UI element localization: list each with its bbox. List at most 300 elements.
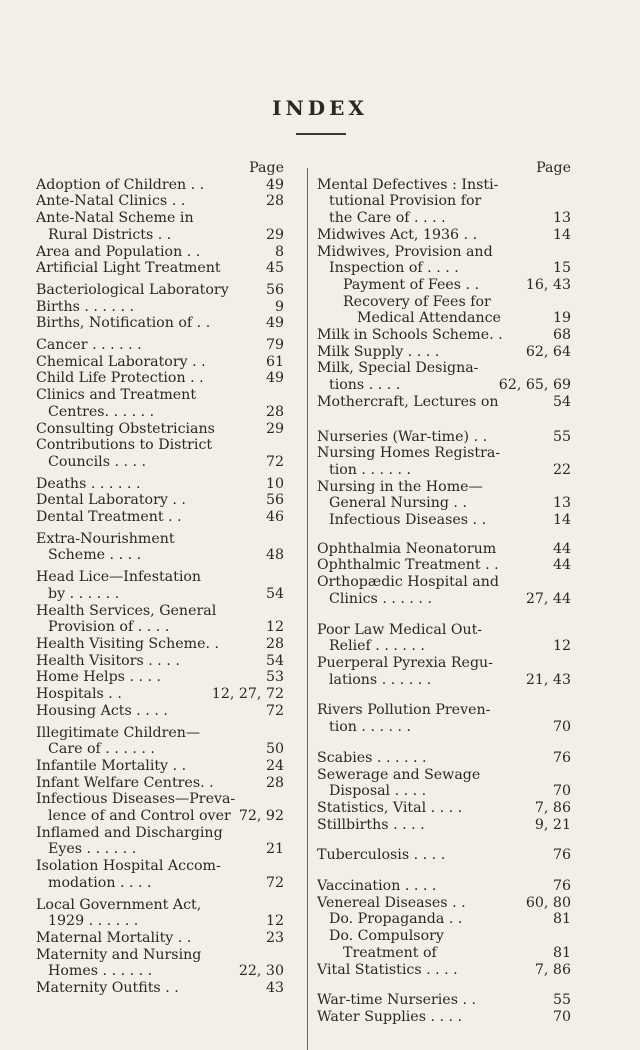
index-entry-line xyxy=(36,227,284,244)
index-entry xyxy=(36,421,284,438)
index-entry-line xyxy=(317,847,571,864)
index-entry xyxy=(36,260,284,277)
entry-text: Housing Acts . . . . xyxy=(36,702,168,719)
index-entry xyxy=(36,858,284,891)
entry-text: Vital Statistics . . . . xyxy=(317,961,458,978)
index-entry-line xyxy=(36,476,284,493)
index-entry xyxy=(36,947,284,980)
page-column-header-left: Page xyxy=(249,160,284,176)
index-entry xyxy=(36,354,284,371)
index-entry-line xyxy=(36,282,284,299)
index-entry-line xyxy=(317,244,571,261)
entry-text: Eyes . . . . . . xyxy=(48,841,137,858)
index-entry xyxy=(317,479,571,529)
index-entry-line xyxy=(317,177,571,194)
entry-text: Dental Laboratory . . xyxy=(36,492,186,509)
entry-text: Provision of . . . . xyxy=(48,619,170,636)
index-entry-line xyxy=(317,327,571,344)
entry-text: Infectious Diseases—Preva- xyxy=(36,791,236,808)
entry-text: Mental Defectives : Insti- xyxy=(317,176,499,193)
index-entry-line xyxy=(317,622,571,639)
entry-text: Milk, Special Designa- xyxy=(317,360,479,377)
entry-page-number: 7, 86 xyxy=(534,799,571,816)
index-entry-line xyxy=(317,310,571,327)
index-entry xyxy=(36,775,284,792)
index-entry-line xyxy=(317,945,571,962)
index-entry-line xyxy=(36,653,284,670)
index-entry-line xyxy=(317,719,571,736)
index-entry xyxy=(317,767,571,800)
entry-text: Centres. . . . . . xyxy=(48,403,155,420)
index-entry-line xyxy=(317,800,571,817)
entry-page-number: 76 xyxy=(552,878,571,895)
index-entry xyxy=(36,603,284,636)
index-entry-line xyxy=(36,193,284,210)
index-entry-line xyxy=(36,531,284,548)
index-entry-line xyxy=(317,344,571,361)
entry-page-number: 76 xyxy=(552,847,571,864)
index-entry-line xyxy=(317,638,571,655)
entry-page-number: 28 xyxy=(265,403,284,420)
index-entry-line xyxy=(317,541,571,558)
entry-page-number: 70 xyxy=(552,783,571,800)
index-entry-line xyxy=(317,878,571,895)
entry-page-number: 27, 44 xyxy=(525,590,571,607)
entry-page-number: 62, 64 xyxy=(525,343,571,360)
page-title: INDEX xyxy=(272,96,368,120)
entry-page-number: 49 xyxy=(265,315,284,332)
entry-text: Isolation Hospital Accom- xyxy=(36,858,221,875)
index-entry-line xyxy=(317,911,571,928)
entry-page-number: 12 xyxy=(265,619,284,636)
index-entry xyxy=(317,177,571,227)
index-entry xyxy=(36,531,284,564)
index-entry-line xyxy=(36,619,284,636)
entry-text: Nurseries (War-time) . . xyxy=(317,428,488,445)
index-entry-line xyxy=(36,636,284,653)
entry-page-number: 81 xyxy=(552,911,571,928)
index-entry-line xyxy=(317,277,571,294)
index-entry-line xyxy=(36,775,284,792)
index-entry-line xyxy=(36,980,284,997)
entry-page-number: 60, 80 xyxy=(525,894,571,911)
index-entry-line xyxy=(36,841,284,858)
index-entry-line xyxy=(36,725,284,742)
entry-text: Consulting Obstetricians xyxy=(36,420,215,437)
entry-text: Payment of Fees . . xyxy=(343,276,480,293)
entry-page-number: 53 xyxy=(265,669,284,686)
index-entry-line xyxy=(317,210,571,227)
entry-text: lations . . . . . . xyxy=(329,671,432,688)
entry-text: the Care of . . . . xyxy=(329,210,446,227)
index-entry xyxy=(317,750,571,767)
entry-text: Maternity Outfits . . xyxy=(36,980,179,997)
entry-text: Artificial Light Treatment xyxy=(36,260,221,277)
entry-text: tion . . . . . . xyxy=(329,461,412,478)
entry-page-number: 56 xyxy=(265,281,284,298)
entry-page-number: 22, 30 xyxy=(238,963,284,980)
title-rule xyxy=(296,133,346,135)
index-entry-line xyxy=(36,492,284,509)
index-entry xyxy=(317,327,571,344)
entry-page-number: 48 xyxy=(265,547,284,564)
index-entry-line xyxy=(36,897,284,914)
entry-text: Relief . . . . . . xyxy=(329,638,425,655)
entry-page-number: 19 xyxy=(552,310,571,327)
index-entry-line xyxy=(317,767,571,784)
index-entry xyxy=(36,244,284,261)
index-entry-line xyxy=(317,817,571,834)
entry-text: Illegitimate Children— xyxy=(36,724,201,741)
entry-page-number: 79 xyxy=(265,337,284,354)
entry-page-number: 10 xyxy=(265,475,284,492)
index-entry-line xyxy=(36,354,284,371)
entry-text: Nursing in the Home— xyxy=(317,478,483,495)
entry-text: Hospitals . . xyxy=(36,686,122,703)
index-entries-right xyxy=(317,177,571,1026)
entry-page-number: 21 xyxy=(265,841,284,858)
index-entry-line xyxy=(36,963,284,980)
entry-text: lence of and Control over xyxy=(48,808,231,825)
entry-page-number: 55 xyxy=(552,428,571,445)
index-column-right xyxy=(317,160,571,1026)
entry-page-number: 22 xyxy=(552,461,571,478)
entry-page-number: 54 xyxy=(265,585,284,602)
index-entry-line xyxy=(36,454,284,471)
entry-page-number: 49 xyxy=(265,176,284,193)
entry-text: Midwives Act, 1936 . . xyxy=(317,226,478,243)
entry-text: Nursing Homes Registra- xyxy=(317,445,501,462)
entry-text: Clinics and Treatment xyxy=(36,387,197,404)
entry-text: Statistics, Vital . . . . xyxy=(317,799,463,816)
entry-page-number: 72 xyxy=(265,702,284,719)
entry-text: Poor Law Medical Out- xyxy=(317,621,483,638)
index-entry-line xyxy=(317,702,571,719)
index-entry xyxy=(36,282,284,299)
index-entry-line xyxy=(317,260,571,277)
entry-text: Home Helps . . . . xyxy=(36,669,162,686)
index-entry-line xyxy=(36,825,284,842)
index-entry-line xyxy=(36,875,284,892)
index-entry xyxy=(317,878,571,895)
entry-page-number: 9, 21 xyxy=(534,816,571,833)
column-divider xyxy=(307,168,308,1050)
index-entry xyxy=(317,702,571,735)
entry-text: tutional Provision for xyxy=(329,193,482,210)
index-entry-line xyxy=(317,992,571,1009)
index-entry xyxy=(36,299,284,316)
index-entry xyxy=(317,445,571,478)
index-entry-line xyxy=(317,394,571,411)
entry-text: Ophthalmic Treatment . . xyxy=(317,557,499,574)
entry-page-number: 28 xyxy=(265,635,284,652)
index-entry-line xyxy=(317,445,571,462)
index-entry-line xyxy=(36,703,284,720)
index-entry-line xyxy=(36,791,284,808)
page-column-header-right: Page xyxy=(536,160,571,176)
index-entry-line xyxy=(317,462,571,479)
index-entry-line xyxy=(317,1009,571,1026)
entry-text: Ante-Natal Clinics . . xyxy=(36,193,186,210)
index-entry xyxy=(36,897,284,930)
index-entries-left xyxy=(36,177,284,997)
entry-page-number: 72 xyxy=(265,453,284,470)
entry-page-number: 15 xyxy=(552,260,571,277)
index-entry-line xyxy=(36,244,284,261)
index-entry xyxy=(317,541,571,558)
entry-text: Do. Propaganda . . xyxy=(329,911,463,928)
entry-text: Vaccination . . . . xyxy=(317,878,437,895)
index-entry-line xyxy=(36,858,284,875)
index-entry xyxy=(36,653,284,670)
entry-page-number: 70 xyxy=(552,719,571,736)
index-entry xyxy=(317,655,571,688)
index-entry xyxy=(317,557,571,574)
index-entry xyxy=(36,980,284,997)
entry-text: Ante-Natal Scheme in xyxy=(36,210,194,227)
entry-text: Clinics . . . . . . xyxy=(329,590,432,607)
index-entry-line xyxy=(36,808,284,825)
index-entry-line xyxy=(36,315,284,332)
index-entry-line xyxy=(36,930,284,947)
index-entry-line xyxy=(36,177,284,194)
entry-text: Rural Districts . . xyxy=(48,226,172,243)
entry-text: Dental Treatment . . xyxy=(36,509,182,526)
index-entry-line xyxy=(36,260,284,277)
index-entry-line xyxy=(317,962,571,979)
index-entry xyxy=(317,244,571,328)
entry-text: Puerperal Pyrexia Regu- xyxy=(317,654,493,671)
entry-page-number: 44 xyxy=(552,557,571,574)
entry-page-number: 49 xyxy=(265,370,284,387)
index-entry xyxy=(36,636,284,653)
index-entry-line xyxy=(317,227,571,244)
index-entry-line xyxy=(36,210,284,227)
entry-page-number: 8 xyxy=(274,243,284,260)
entry-text: General Nursing . . xyxy=(329,495,467,512)
entry-text: Care of . . . . . . xyxy=(48,741,155,758)
entry-text: Treatment of xyxy=(343,944,437,961)
index-entry xyxy=(36,930,284,947)
entry-page-number: 46 xyxy=(265,509,284,526)
index-entry xyxy=(36,437,284,470)
entry-page-number: 29 xyxy=(265,420,284,437)
entry-page-number: 24 xyxy=(265,757,284,774)
entry-text: Health Visitors . . . . xyxy=(36,652,180,669)
index-entry-line xyxy=(36,686,284,703)
entry-page-number: 44 xyxy=(552,540,571,557)
entry-text: Midwives, Provision and xyxy=(317,243,493,260)
index-entry-line xyxy=(317,672,571,689)
index-entry-line xyxy=(317,895,571,912)
index-entry xyxy=(36,791,284,824)
index-entry xyxy=(36,387,284,420)
index-entry xyxy=(36,177,284,194)
entry-text: Births . . . . . . xyxy=(36,298,134,315)
index-entry-line xyxy=(36,913,284,930)
entry-text: Do. Compulsory xyxy=(329,928,444,945)
entry-page-number: 72, 92 xyxy=(238,808,284,825)
index-entry-line xyxy=(317,557,571,574)
entry-page-number: 12 xyxy=(552,638,571,655)
entry-text: Milk in Schools Scheme. . xyxy=(317,327,503,344)
index-entry xyxy=(36,337,284,354)
entry-text: Scheme . . . . xyxy=(48,547,142,564)
index-entry xyxy=(317,1009,571,1026)
entry-text: Inspection of . . . . xyxy=(329,260,459,277)
entry-page-number: 23 xyxy=(265,929,284,946)
index-entry-line xyxy=(36,509,284,526)
entry-text: Inflamed and Discharging xyxy=(36,824,223,841)
index-entry xyxy=(317,429,571,446)
index-entry xyxy=(317,622,571,655)
entry-page-number: 13 xyxy=(552,210,571,227)
entry-text: Chemical Laboratory . . xyxy=(36,353,206,370)
entry-text: Child Life Protection . . xyxy=(36,370,204,387)
index-entry xyxy=(317,574,571,607)
entry-page-number: 12 xyxy=(265,913,284,930)
index-entry xyxy=(317,344,571,361)
entry-text: modation . . . . xyxy=(48,874,152,891)
index-entry-line xyxy=(36,421,284,438)
index-entry xyxy=(317,895,571,912)
index-entry-line xyxy=(317,783,571,800)
entry-text: Recovery of Fees for xyxy=(343,293,491,310)
entry-text: Homes . . . . . . xyxy=(48,963,153,980)
index-entry-line xyxy=(317,360,571,377)
entry-text: Deaths . . . . . . xyxy=(36,475,141,492)
entry-text: Milk Supply . . . . xyxy=(317,343,440,360)
entry-text: Infant Welfare Centres. . xyxy=(36,774,214,791)
entry-text: Rivers Pollution Preven- xyxy=(317,702,491,719)
entry-page-number: 81 xyxy=(552,944,571,961)
index-entry-line xyxy=(36,387,284,404)
index-entry xyxy=(36,315,284,332)
index-entry xyxy=(36,210,284,243)
index-entry xyxy=(36,193,284,210)
index-entry-line xyxy=(317,479,571,496)
entry-text: Health Visiting Scheme. . xyxy=(36,635,220,652)
index-entry-line xyxy=(317,512,571,529)
entry-page-number: 61 xyxy=(265,353,284,370)
entry-page-number: 56 xyxy=(265,492,284,509)
entry-page-number: 54 xyxy=(552,393,571,410)
index-entry-line xyxy=(317,574,571,591)
entry-text: Infantile Mortality . . xyxy=(36,757,187,774)
entry-page-number: 54 xyxy=(265,652,284,669)
index-entry-line xyxy=(36,404,284,421)
index-entry-line xyxy=(36,603,284,620)
entry-text: Bacteriological Laboratory xyxy=(36,281,229,298)
entry-text: tion . . . . . . xyxy=(329,719,412,736)
entry-page-number: 68 xyxy=(552,327,571,344)
index-entry xyxy=(317,227,571,244)
index-entry-line xyxy=(36,337,284,354)
entry-text: Health Services, General xyxy=(36,602,217,619)
entry-text: Maternity and Nursing xyxy=(36,946,202,963)
index-entry xyxy=(317,928,571,961)
entry-text: Extra-Nourishment xyxy=(36,530,175,547)
entry-text: Orthopædic Hospital and xyxy=(317,574,499,591)
index-entry-line xyxy=(317,377,571,394)
entry-page-number: 21, 43 xyxy=(525,671,571,688)
index-entry-line xyxy=(317,928,571,945)
entry-text: Local Government Act, xyxy=(36,896,202,913)
entry-text: Cancer . . . . . . xyxy=(36,337,142,354)
index-entry xyxy=(36,476,284,493)
index-entry xyxy=(36,758,284,775)
entry-page-number: 14 xyxy=(552,226,571,243)
entry-page-number: 76 xyxy=(552,749,571,766)
index-entry xyxy=(317,800,571,817)
entry-text: Contributions to District xyxy=(36,437,213,454)
entry-text: Mothercraft, Lectures on xyxy=(317,393,499,410)
index-entry xyxy=(317,911,571,928)
entry-page-number: 28 xyxy=(265,774,284,791)
index-entry-line xyxy=(36,947,284,964)
index-entry xyxy=(317,992,571,1009)
index-entry xyxy=(317,962,571,979)
entry-text: Maternal Mortality . . xyxy=(36,929,192,946)
index-entry xyxy=(317,817,571,834)
index-entry-line xyxy=(317,495,571,512)
entry-page-number: 29 xyxy=(265,226,284,243)
index-entry-line xyxy=(36,437,284,454)
entry-text: Area and Population . . xyxy=(36,243,201,260)
index-entry xyxy=(317,360,571,393)
index-entry-line xyxy=(317,294,571,311)
entry-text: Births, Notification of . . xyxy=(36,315,211,332)
index-entry xyxy=(36,686,284,703)
entry-page-number: 13 xyxy=(552,495,571,512)
entry-text: Medical Attendance xyxy=(357,310,501,327)
entry-page-number: 45 xyxy=(265,260,284,277)
entry-text: by . . . . . . xyxy=(48,585,120,602)
index-entry xyxy=(36,492,284,509)
entry-text: Sewerage and Sewage xyxy=(317,766,481,783)
entry-page-number: 43 xyxy=(265,980,284,997)
index-entry xyxy=(36,725,284,758)
index-entry-line xyxy=(36,547,284,564)
index-entry xyxy=(36,370,284,387)
index-entry xyxy=(36,825,284,858)
entry-page-number: 12, 27, 72 xyxy=(211,686,284,703)
entry-text: Stillbirths . . . . xyxy=(317,816,425,833)
entry-text: Tuberculosis . . . . xyxy=(317,847,446,864)
entry-text: 1929 . . . . . . xyxy=(48,913,139,930)
index-entry xyxy=(36,569,284,602)
entry-page-number: 9 xyxy=(274,298,284,315)
entry-text: War-time Nurseries . . xyxy=(317,992,477,1009)
index-entry-line xyxy=(317,429,571,446)
index-entry-line xyxy=(317,750,571,767)
index-entry-line xyxy=(317,193,571,210)
index-entry-line xyxy=(36,758,284,775)
entry-text: Water Supplies . . . . xyxy=(317,1008,463,1025)
index-entry xyxy=(36,669,284,686)
entry-page-number: 70 xyxy=(552,1008,571,1025)
entry-page-number: 50 xyxy=(265,741,284,758)
entry-text: tions . . . . xyxy=(329,377,401,394)
index-entry-line xyxy=(36,669,284,686)
index-entry-line xyxy=(36,741,284,758)
index-column-left xyxy=(36,160,284,997)
index-entry xyxy=(36,703,284,720)
entry-text: Infectious Diseases . . xyxy=(329,512,487,529)
entry-page-number: 62, 65, 69 xyxy=(498,377,571,394)
entry-page-number: 28 xyxy=(265,193,284,210)
entry-text: Venereal Diseases . . xyxy=(317,894,466,911)
